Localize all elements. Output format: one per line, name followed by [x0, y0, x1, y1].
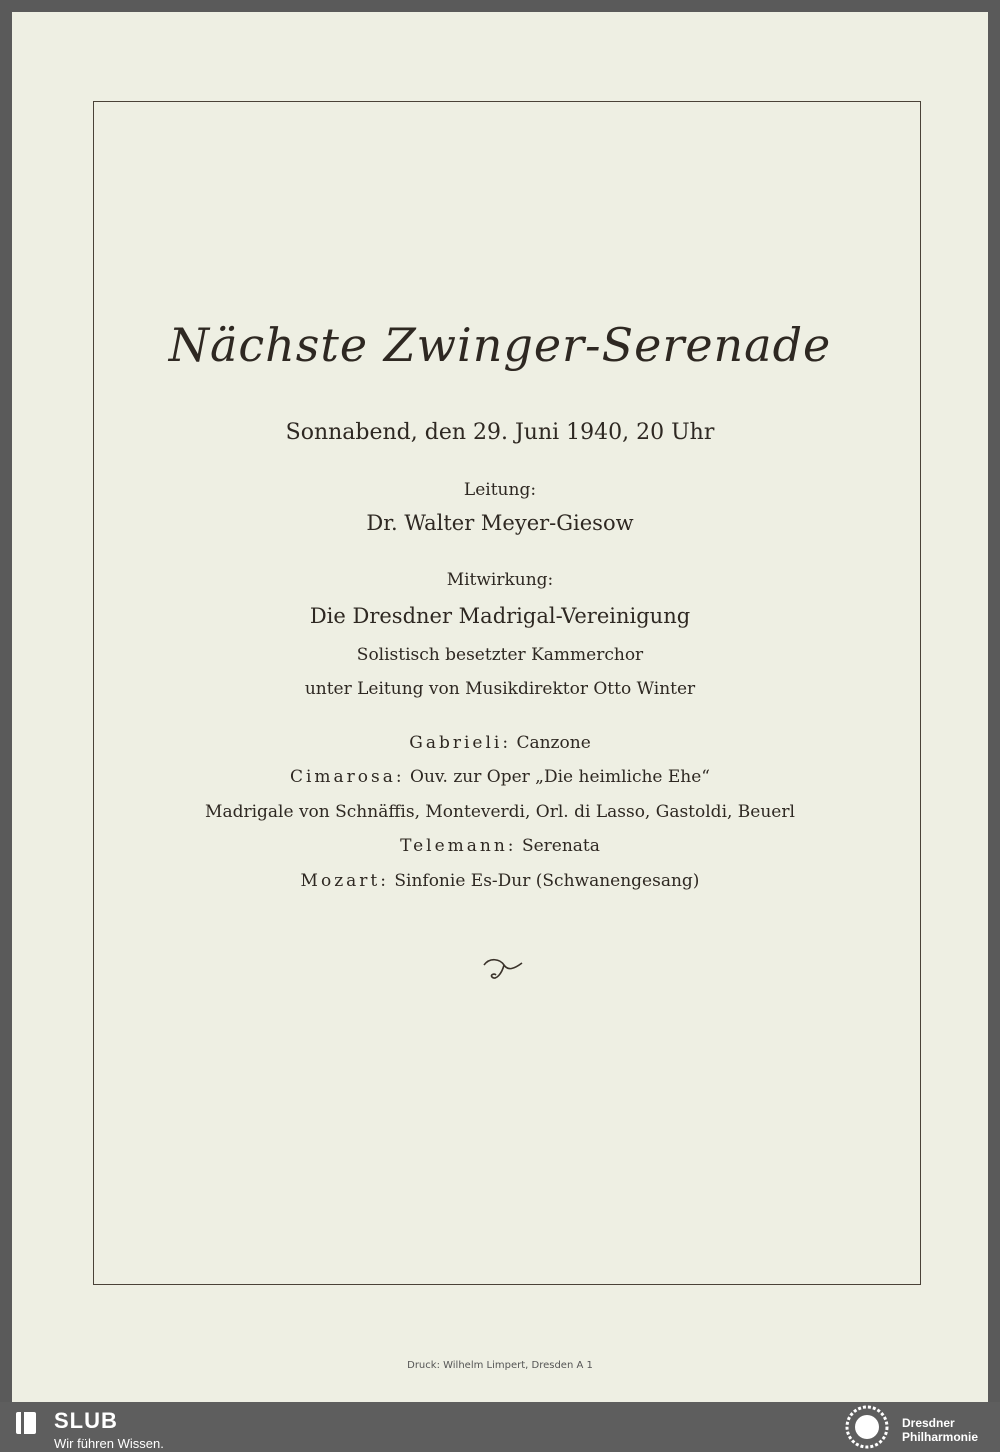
ensemble-leader: unter Leitung von Musikdirektor Otto Winter — [304, 679, 696, 699]
ensemble-description: Solistisch besetzter Kammerchor — [356, 645, 644, 665]
partner-name-line2: Philharmonie — [902, 1430, 979, 1444]
conductor-name: Dr. Walter Meyer-Giesow — [366, 511, 634, 535]
work: Serenata — [521, 836, 600, 856]
program-item — [0, 802, 1000, 822]
library-name[interactable]: SLUB — [54, 1408, 118, 1433]
program-item — [0, 871, 1000, 891]
partner-name-line1: Dresdner — [902, 1416, 955, 1430]
flourish-ornament-icon — [480, 955, 526, 987]
mitwirkung-label: Mitwirkung: — [446, 570, 554, 590]
work: Canzone — [516, 733, 591, 753]
printer-imprint: Druck: Wilhelm Limpert, Dresden A 1 — [407, 1360, 593, 1371]
library-tagline: Wir führen Wissen. — [54, 1436, 164, 1451]
philharmonie-logo-icon[interactable] — [842, 1404, 892, 1450]
concert-date: Sonnabend, den 29. Juni 1940, 20 Uhr — [285, 420, 715, 445]
partner-name — [902, 1416, 978, 1444]
program-item — [0, 767, 1000, 787]
work: Ouv. zur Oper „Die heimliche Ehe“ — [410, 767, 710, 787]
work: Sinfonie Es-Dur (Schwanengesang) — [394, 871, 700, 891]
slub-book-icon[interactable] — [14, 1410, 38, 1436]
composer: Telemann: — [400, 836, 517, 856]
viewer-footer — [0, 1402, 1000, 1452]
composer: Cimarosa: — [289, 767, 405, 787]
composer: Gabrieli: — [409, 733, 512, 753]
program-item — [0, 836, 1000, 856]
composer: Mozart: — [300, 871, 389, 891]
leitung-label: Leitung: — [463, 480, 537, 500]
program-item — [0, 733, 1000, 753]
work: Madrigale von Schnäffis, Monteverdi, Orl. di Lasso, Gastoldi, Beuerl — [205, 802, 795, 822]
program-title: Nächste Zwinger-Serenade — [168, 318, 832, 372]
ensemble-name: Die Dresdner Madrigal-Vereinigung — [309, 604, 691, 628]
document-page — [12, 12, 988, 1402]
